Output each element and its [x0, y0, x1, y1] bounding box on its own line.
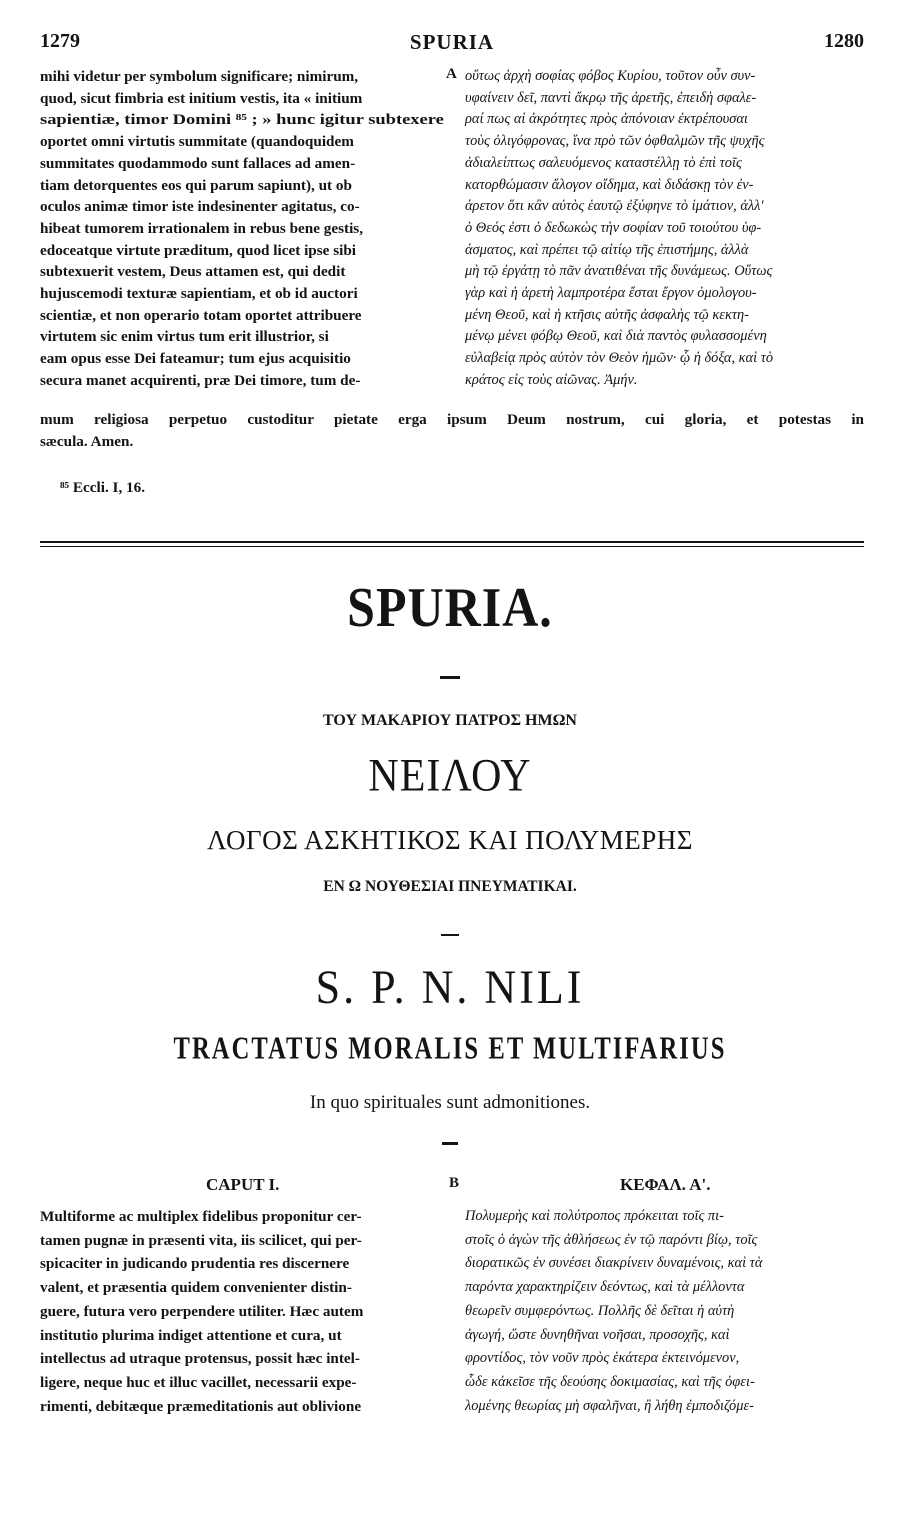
greek-author-name: ΝΕΙΛΟΥ	[368, 750, 532, 802]
text-line: ὁ Θεός ἐστι ὁ δεδωκὼς τὴν σοφίαν τοῦ τοιούτου ὑφ-	[465, 219, 762, 236]
text-line: institutio plurima indiget attentione et cura, ut	[40, 1326, 342, 1344]
greek-subtitle: ΤΟΥ ΜΑΚΑΡΙΟΥ ΠΑΤΡΟΣ ΗΜΩΝ	[323, 712, 577, 729]
section-divider	[40, 541, 864, 543]
text-line: ἀδιαλείπτως σαλευόμενος καταστέλλῃ τὸ ἐπὶ τοῖς	[465, 154, 742, 171]
text-line: tamen pugnæ in præsenti vita, iis scilicet, qui per-	[40, 1231, 362, 1249]
text-line: άσματος, καὶ πρέπει τῷ αἰτίῳ τῆς ἐπιστήμης, ἀλλὰ	[465, 241, 749, 258]
text-line: ligere, neque huc et illuc vacillet, necessarii expe-	[40, 1373, 357, 1391]
text-line: μὴ τῷ ἐργάτῃ τὸ πᾶν ἀνατιθέναι τῆς δυνάμεως. Οὕτως	[465, 263, 773, 280]
text-line: hujuscemodi texturæ sapientiam, et ob id auctori	[40, 285, 358, 303]
latin-work-title: TRACTATUS MORALIS ET MULTIFARIUS	[173, 1031, 727, 1066]
section-title: SPURIA.	[347, 575, 553, 639]
text-line: mum religiosa perpetuo custoditur pietate erga ipsum Deum nostrum, cui gloria, et potestas in	[40, 411, 864, 428]
latin-column-chapter	[40, 1205, 444, 1418]
text-line: υφαίνειν δεῖ, παντὶ ἄκρῳ τῆς ἀρετῆς, ἐπειδὴ σφαλε-	[465, 89, 757, 106]
text-line: secura manet acquirenti, præ Dei timore, tum de-	[40, 371, 361, 389]
greek-work-subtitle: ΕΝ Ω ΝΟΥΘΕΣΙΑΙ ΠΝΕΥΜΑΤΙΚΑΙ.	[323, 878, 577, 895]
ornament-dash	[440, 676, 460, 679]
text-line: mihi videtur per symbolum significare; nimirum,	[40, 68, 359, 85]
text-line: quod, sicut fimbria est initium vestis, ita « initium	[40, 89, 363, 107]
latin-chapter-heading: CAPUT I.	[206, 1175, 280, 1194]
text-line: edoceatque virtute præditum, quod licet ipse sibi	[40, 241, 356, 259]
text-line: τοὺς ὀλιγόφρονας, ἵνα πρὸ τῶν ὀφθαλμῶν τῆς ψυχῆς	[465, 133, 765, 150]
text-line: Multiforme ac multiplex fidelibus proponitur cer-	[40, 1208, 362, 1225]
page-number-right: 1280	[824, 30, 864, 52]
latin-tail-paragraph	[40, 409, 864, 452]
page-number-left: 1279	[40, 30, 80, 52]
text-line: Πολυμερὴς καὶ πολύτροπος πρόκειται τοῖς πι-	[465, 1208, 724, 1224]
text-line: spicaciter in judicando prudentia res discernere	[40, 1255, 350, 1273]
text-line: εὐλαβείᾳ πρὸς αὐτὸν τὸν Θεὸν ἡμῶν· ᾧ ἡ δόξα, καὶ τὸ	[465, 350, 774, 367]
text-line: λομένης θεωρίας μὴ σφαλῆναι, ἢ λήθη ἐμποδιζόμε-	[465, 1397, 754, 1414]
text-line: virtutem sic enim virtus tum erit illustrior, si	[40, 328, 329, 346]
running-title: SPURIA	[409, 30, 495, 54]
text-line: valent, et præsentia quidem convenienter distin-	[40, 1279, 352, 1297]
text-line: intellectus ad utraque protensus, possit hæc intel-	[40, 1350, 360, 1368]
ornament-dash	[441, 934, 459, 936]
text-line: παρόντα χαρακτηρίζειν δεόντως, καὶ τὰ μέλλοντα	[465, 1279, 745, 1296]
text-line: rimenti, debitæque præmeditationis aut oblivione	[40, 1397, 362, 1415]
text-line: ὧδε κἀκεῖσε τῆς δεούσης δοκιμασίας, καὶ τῆς ὀφει-	[465, 1373, 755, 1390]
text-line: οὕτως ἀρχὴ σοφίας φόβος Κυρίου, τοῦτον οὖν συν-	[465, 68, 756, 84]
margin-marker-a: A	[446, 66, 457, 82]
text-line: scientiæ, et non operario totam oportet attribuere	[40, 306, 362, 324]
text-line: tiam detorquentes eos qui parum sapiunt), ut ob	[40, 176, 352, 194]
ornament-dash	[442, 1142, 458, 1145]
text-line: στοῖς ὁ ἀγὼν τῆς ἀθλήσεως ἐν τῷ παρόντι βίῳ, τοῖς	[465, 1231, 758, 1248]
text-line: guere, futura vero perpendere utiliter. Hæc autem	[40, 1302, 364, 1320]
text-line: διορατικῶς ἐν συνέσει διακρίνειν δυναμένοις, καὶ τὰ	[465, 1255, 763, 1272]
text-line: θεωρεῖν συμφερόντως. Πολλῆς δὲ δεῖται ἡ αὐτὴ	[465, 1302, 735, 1319]
text-line: hibeat tumorem irrationalem in rebus bene gestis,	[40, 219, 363, 237]
text-line: κατορθώμασιν ἄλογον οἴδημα, καὶ διδάσκῃ τὸν ἐν-	[465, 176, 754, 193]
text-line: oculos animæ timor iste indesinenter agitatus, co-	[40, 198, 360, 216]
text-line: κράτος εἰς τοὺς αἰῶνας. Ἀμήν.	[465, 371, 638, 388]
text-line: eam opus esse Dei fateamur; tum ejus acquisitio	[40, 350, 351, 368]
text-line: γὰρ καὶ ἡ ἀρετὴ λαμπροτέρα ἔσται ἔργον ὁμολογου-	[465, 285, 757, 302]
greek-column-chapter	[465, 1205, 865, 1418]
text-line: άρετον ὅτι κἂν αὐτὸς ἑαυτῷ ἐξύφηνε τὸ ἱμάτιον, ἀλλ'	[465, 198, 764, 215]
latin-author-name: S. P. N. NILI	[315, 961, 585, 1014]
page-header	[40, 30, 864, 54]
greek-work-title: ΛΟΓΟΣ ΑΣΚΗΤΙΚΟΣ ΚΑΙ ΠΟΛΥΜΕΡΗΣ	[207, 825, 693, 855]
footnote: ⁸⁵ Eccli. I, 16.	[60, 479, 146, 496]
latin-column-top	[40, 66, 444, 392]
greek-column-top	[465, 66, 865, 392]
text-line: φροντίδος, τὸν νοῦν πρὸς ἑκάτερα ἐκτεινόμενον,	[465, 1350, 740, 1367]
text-line: summitates quodammodo sunt fallaces ad amen-	[40, 154, 356, 172]
text-line: oportet omni virtutis summitate (quandoquidem	[40, 133, 354, 151]
text-line: μένη Θεοῦ, καὶ ἡ κτῆσις αὐτῆς ἀσφαλὴς τῷ κεκτη-	[465, 306, 749, 323]
greek-chapter-heading: ΚΕΦΑΛ. Α'.	[620, 1175, 711, 1194]
text-line: sapientiæ, timor Domini ⁸⁵ ; » hunc igitur subtexere	[40, 111, 444, 129]
margin-marker-b: B	[449, 1175, 460, 1191]
text-line: ραί πως αἱ ἀκρότητες πρὸς ἀπόνοιαν ἐκτρέπουσαι	[465, 111, 748, 128]
text-line: ἀγωγή, ὥστε δυνηθῆναι νοῆσαι, προσοχῆς, καὶ	[465, 1326, 730, 1343]
section-divider-thin	[40, 546, 864, 547]
text-line: μένῳ μένει φόβῳ Θεοῦ, καὶ διὰ παντὸς φυλασσομένη	[465, 328, 767, 345]
latin-work-subtitle: In quo spirituales sunt admonitiones.	[309, 1092, 591, 1113]
text-line: sæcula. Amen.	[40, 432, 134, 450]
text-line: subtexuerit vestem, Deus attamen est, qui dedit	[40, 263, 346, 281]
